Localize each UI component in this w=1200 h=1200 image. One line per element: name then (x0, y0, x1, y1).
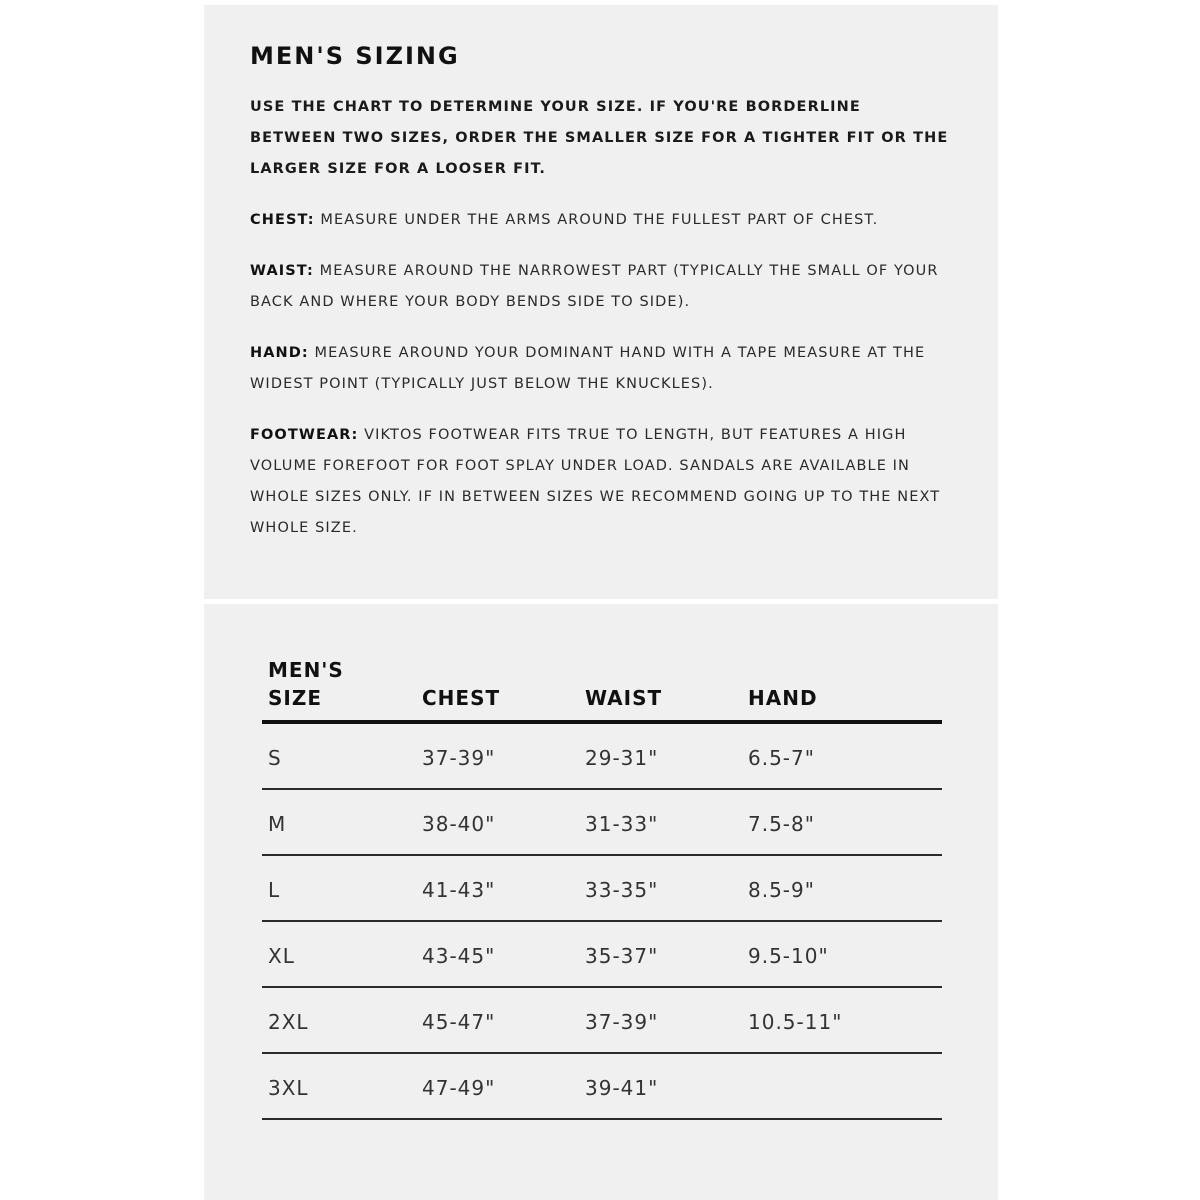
page-title: MEN'S SIZING (250, 42, 460, 70)
cell-waist: 35-37" (585, 944, 659, 968)
cell-waist: 33-35" (585, 878, 659, 902)
cell-waist: 31-33" (585, 812, 659, 836)
table-row (262, 988, 942, 1054)
table-row (262, 790, 942, 856)
header-size-line2: SIZE (268, 686, 323, 710)
table-row (262, 856, 942, 922)
cell-size: XL (268, 944, 295, 968)
cell-size: M (268, 812, 287, 836)
intro-text: USE THE CHART TO DETERMINE YOUR SIZE. IF YOU'RE BORDERLINE BETWEEN TWO SIZES, ORDER THE SMALLER SIZE FOR A TIGHTER FIT OR THE LARGER SIZE FOR A LOOSER FIT. (250, 99, 949, 177)
waist-term: WAIST: (250, 263, 314, 279)
table-row (262, 1054, 942, 1120)
cell-waist: 29-31" (585, 746, 659, 770)
header-waist: WAIST (585, 686, 663, 710)
table-row (262, 724, 942, 790)
cell-hand: 9.5-10" (748, 944, 829, 968)
chest-instructions (250, 205, 950, 236)
cell-chest: 41-43" (422, 878, 496, 902)
cell-size: 3XL (268, 1076, 309, 1100)
hand-instructions (250, 338, 950, 400)
waist-instructions (250, 256, 950, 318)
cell-chest: 47-49" (422, 1076, 496, 1100)
cell-hand: 7.5-8" (748, 812, 815, 836)
table-header (262, 650, 942, 724)
cell-waist: 39-41" (585, 1076, 659, 1100)
waist-text: MEASURE AROUND THE NARROWEST PART (TYPICALLY THE SMALL OF YOUR BACK AND WHERE YOUR BODY BENDS SIDE TO SIDE). (250, 263, 939, 310)
cell-hand: 8.5-9" (748, 878, 815, 902)
footwear-instructions (250, 420, 950, 544)
cell-chest: 45-47" (422, 1010, 496, 1034)
cell-chest: 38-40" (422, 812, 496, 836)
cell-size: 2XL (268, 1010, 309, 1034)
footwear-text: VIKTOS FOOTWEAR FITS TRUE TO LENGTH, BUT FEATURES A HIGH VOLUME FOREFOOT FOR FOOT SPLAY UNDER LOAD. SANDALS ARE AVAILABLE IN WHOLE SIZES ONLY. IF IN BETWEEN SIZES WE RECOMMEND GOING UP TO THE NEXT WHOLE SIZE. (250, 427, 941, 536)
table-row (262, 922, 942, 988)
hand-term: HAND: (250, 345, 309, 361)
cell-hand: 10.5-11" (748, 1010, 843, 1034)
chest-text: MEASURE UNDER THE ARMS AROUND THE FULLEST PART OF CHEST. (314, 212, 879, 228)
cell-size: L (268, 878, 281, 902)
header-chest: CHEST (422, 686, 501, 710)
cell-hand: 6.5-7" (748, 746, 815, 770)
chest-term: CHEST: (250, 212, 315, 228)
hand-text: MEASURE AROUND YOUR DOMINANT HAND WITH A TAPE MEASURE AT THE WIDEST POINT (TYPICALLY JUST BELOW THE KNUCKLES). (250, 345, 926, 392)
cell-chest: 43-45" (422, 944, 496, 968)
footwear-term: FOOTWEAR: (250, 427, 359, 443)
size-chart-table (262, 650, 942, 1120)
header-size (268, 656, 344, 712)
header-hand: HAND (748, 686, 818, 710)
header-size-line1: MEN'S (268, 658, 344, 682)
cell-size: S (268, 746, 282, 770)
cell-waist: 37-39" (585, 1010, 659, 1034)
cell-chest: 37-39" (422, 746, 496, 770)
